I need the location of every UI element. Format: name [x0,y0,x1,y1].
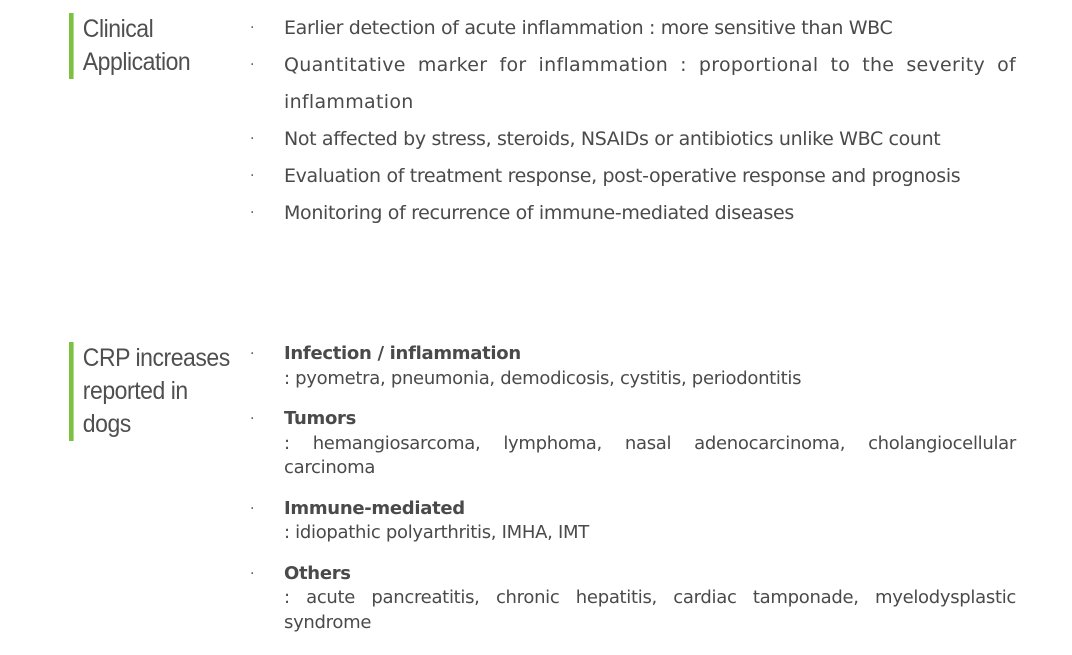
bullet-dot: · [250,411,255,427]
category-heading: Infection / inflammation [284,343,521,364]
bullet-dot: · [250,57,255,73]
list-item-text: Monitoring of recurrence of immune-mediated diseases [284,202,794,224]
category-description: : idiopathic polyarthritis, IMHA, IMT [284,522,589,543]
list-item [250,158,1016,195]
crp-increases-list [250,342,1016,651]
category-heading: Immune-mediated [284,497,465,519]
category-heading: Tumors [284,408,357,429]
bullet-dot: · [250,20,255,36]
category-description: : pyometra, pneumonia, demodicosis, cystitis, periodontitis [284,367,802,389]
bullet-dot: · [250,565,255,582]
list-item [250,10,1016,47]
list-item-text: Earlier detection of acute inflammation : more sensitive than WBC [284,17,893,39]
crp-increases-title: CRP increases reported in dogs [69,342,235,441]
list-item [250,47,1016,121]
list-item-text: Not affected by stress, steroids, NSAIDs or antibiotics unlike WBC count [284,128,941,150]
category-heading: Others [284,562,351,584]
list-item [250,342,1016,391]
list-item-text: Evaluation of treatment response, post-operative response and prognosis [284,165,961,187]
bullet-dot: · [250,131,255,147]
list-item [250,121,1016,158]
bullet-dot: · [250,205,255,221]
list-item [250,497,1016,546]
list-item [250,195,1016,232]
bullet-dot: · [250,346,255,362]
bullet-dot: · [250,500,255,517]
bullet-dot: · [250,168,255,184]
list-item [250,562,1016,636]
category-description: : acute pancreatitis, chronic hepatitis, cardiac tamponade, myelodysplastic syndrome [284,587,1016,633]
list-item [250,407,1016,481]
clinical-application-list [250,10,1016,232]
clinical-application-title: Clinical Application [69,13,235,79]
category-description: : hemangiosarcoma, lymphoma, nasal adenocarcinoma, cholangiocellular carcinoma [284,432,1016,478]
list-item-text: Quantitative marker for inflammation : proportional to the severity of inflammation [284,54,1016,113]
